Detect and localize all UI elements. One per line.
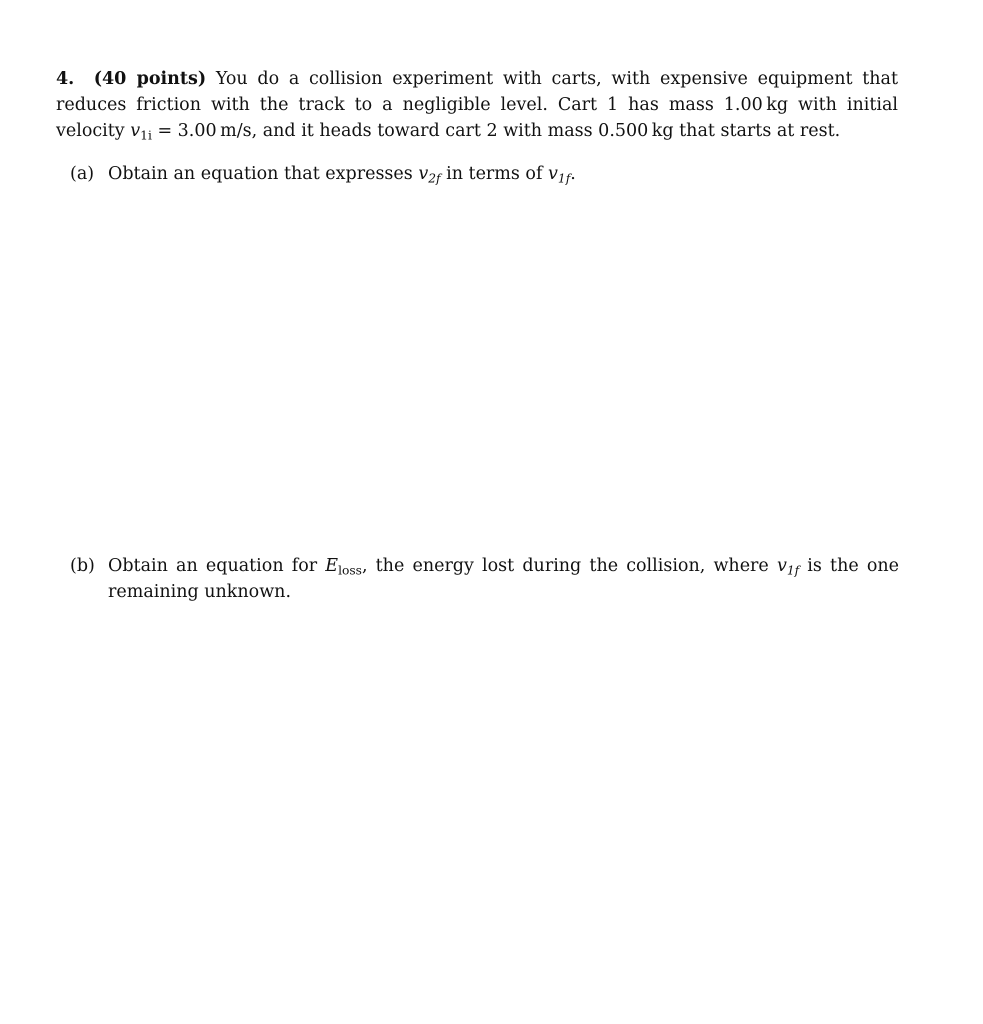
part-a	[70, 161, 899, 187]
v2f-symbol: v	[418, 164, 429, 184]
eloss-symbol: E	[325, 556, 339, 576]
part-b-text-1: Obtain an equation for	[108, 556, 326, 576]
part-b-text-2: , the energy lost during the collision, where	[361, 556, 777, 576]
problem-points: (40 points)	[93, 69, 207, 89]
part-b	[70, 553, 899, 605]
part-b-label: (b)	[70, 556, 95, 576]
stem-text-1: You do a collision experiment with carts, with expensive equipment that reduces friction with the track to a negligible level. Cart 1 has mass 1.00 kg with initial velocity	[56, 69, 898, 141]
part-a-text-2: in terms of	[440, 164, 549, 184]
v1i-subscript: 1i	[140, 128, 152, 143]
part-b-answer-space[interactable]	[70, 615, 899, 1005]
part-a-text-3: .	[570, 164, 576, 184]
part-a-label: (a)	[70, 164, 95, 184]
part-a-question	[108, 161, 899, 187]
v2f-subscript: 2f	[428, 171, 441, 186]
v1f-subscript-b: 1f	[786, 563, 800, 578]
v1f-subscript: 1f	[557, 171, 571, 186]
part-b-question	[108, 553, 899, 605]
v1f-symbol: v	[548, 164, 558, 184]
stem-text-2: = 3.00 m/s, and it heads toward cart 2 with mass 0.500 kg that starts at rest.	[151, 121, 841, 141]
part-a-text-1: Obtain an equation that expresses	[108, 164, 419, 184]
problem-4	[56, 66, 898, 144]
problem-stem	[56, 66, 898, 144]
problem-number: 4.	[56, 69, 75, 89]
part-a-answer-space[interactable]	[70, 200, 899, 540]
v1f-symbol-b: v	[776, 556, 787, 576]
eloss-subscript: loss	[338, 563, 362, 578]
part-b-text-3: is the one remaining unknown.	[108, 556, 900, 602]
v1i-symbol: v	[130, 121, 141, 141]
